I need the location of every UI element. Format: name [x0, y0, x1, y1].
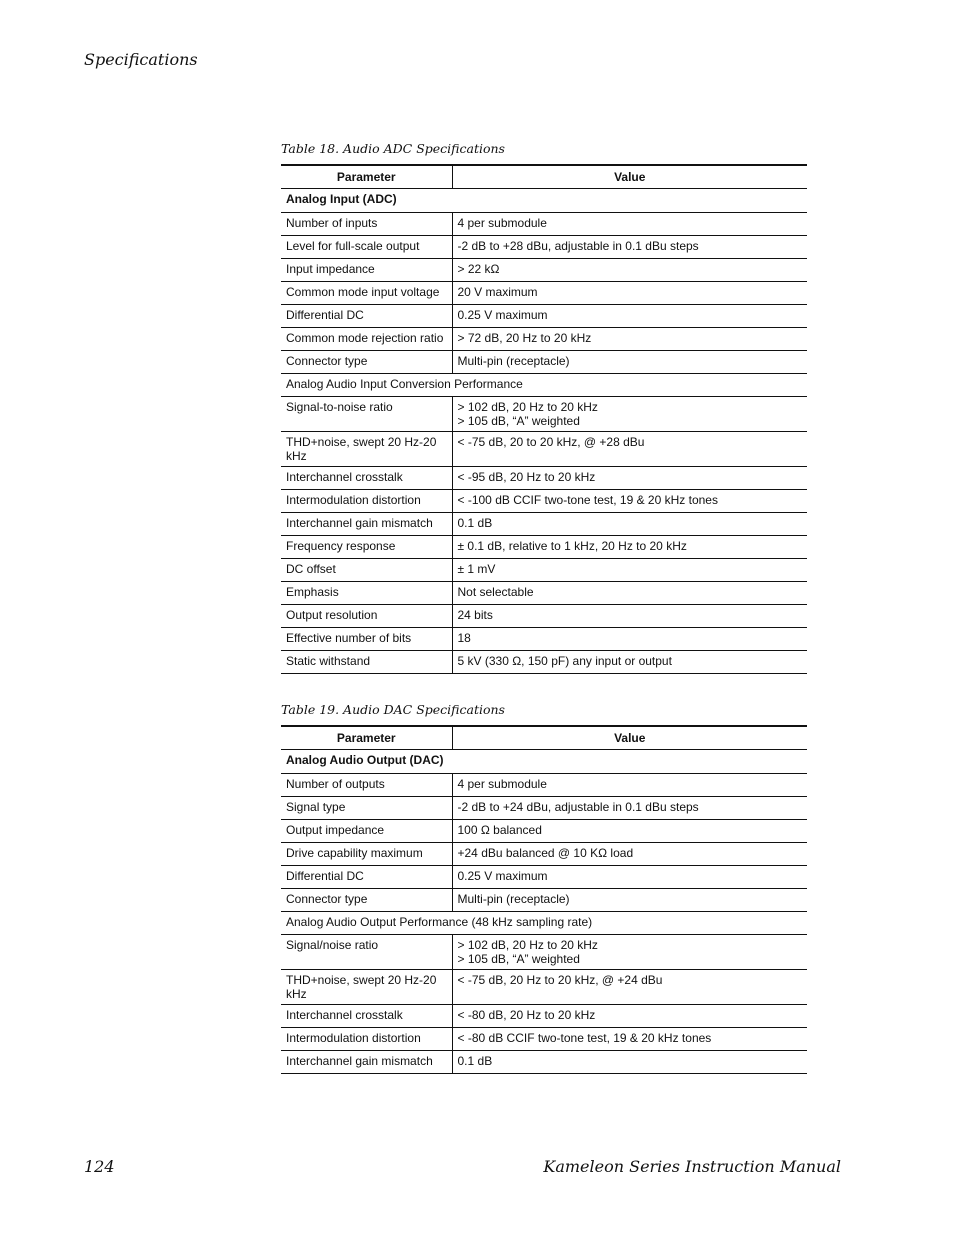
table-row — [281, 582, 807, 605]
value-cell: > 102 dB, 20 Hz to 20 kHz > 105 dB, “A” weighted — [452, 935, 807, 970]
table-row — [281, 305, 807, 328]
table-row — [281, 236, 807, 259]
value-cell: > 22 kΩ — [452, 259, 807, 282]
value-cell: 4 per submodule — [452, 213, 807, 236]
column-header-value: Value — [452, 165, 807, 189]
subsection-heading-label: Analog Audio Input Conversion Performance — [281, 374, 807, 397]
parameter-cell: THD+noise, swept 20 Hz-20 kHz — [281, 970, 452, 1005]
value-cell: 20 V maximum — [452, 282, 807, 305]
table-row — [281, 1028, 807, 1051]
parameter-cell: Differential DC — [281, 866, 452, 889]
subsection-heading — [281, 374, 807, 397]
parameter-cell: Input impedance — [281, 259, 452, 282]
page-number: 124 — [84, 1157, 115, 1176]
parameter-cell: Signal type — [281, 797, 452, 820]
table-row — [281, 797, 807, 820]
value-cell: 4 per submodule — [452, 774, 807, 797]
table-row — [281, 513, 807, 536]
table-row — [281, 282, 807, 305]
parameter-cell: Static withstand — [281, 651, 452, 674]
table-row — [281, 467, 807, 490]
table-row — [281, 970, 807, 1005]
value-cell: Not selectable — [452, 582, 807, 605]
parameter-cell: Interchannel crosstalk — [281, 1005, 452, 1028]
parameter-cell: Interchannel crosstalk — [281, 467, 452, 490]
value-cell: 18 — [452, 628, 807, 651]
value-cell: < -95 dB, 20 Hz to 20 kHz — [452, 467, 807, 490]
table-caption-adc: Table 18. Audio ADC Specifications — [281, 141, 505, 156]
value-cell: 0.25 V maximum — [452, 866, 807, 889]
parameter-cell: Connector type — [281, 889, 452, 912]
parameter-cell: Frequency response — [281, 536, 452, 559]
parameter-cell: Interchannel gain mismatch — [281, 1051, 452, 1074]
parameter-cell: Output resolution — [281, 605, 452, 628]
value-cell: < -75 dB, 20 to 20 kHz, @ +28 dBu — [452, 432, 807, 467]
parameter-cell: Number of inputs — [281, 213, 452, 236]
table-row — [281, 259, 807, 282]
parameter-cell: Intermodulation distortion — [281, 490, 452, 513]
value-cell: > 102 dB, 20 Hz to 20 kHz > 105 dB, “A” weighted — [452, 397, 807, 432]
running-head: Specifications — [84, 50, 198, 69]
value-cell: 0.1 dB — [452, 513, 807, 536]
value-cell: Multi-pin (receptacle) — [452, 351, 807, 374]
table-row — [281, 328, 807, 351]
table-row — [281, 866, 807, 889]
value-cell: 5 kV (330 Ω, 150 pF) any input or output — [452, 651, 807, 674]
column-header-parameter: Parameter — [281, 165, 452, 189]
value-cell: < -100 dB CCIF two-tone test, 19 & 20 kHz tones — [452, 490, 807, 513]
parameter-cell: Signal/noise ratio — [281, 935, 452, 970]
value-cell: 24 bits — [452, 605, 807, 628]
parameter-cell: Common mode rejection ratio — [281, 328, 452, 351]
table-row — [281, 432, 807, 467]
section-heading — [281, 189, 807, 213]
value-cell: Multi-pin (receptacle) — [452, 889, 807, 912]
table-row — [281, 213, 807, 236]
table-row — [281, 559, 807, 582]
manual-title: Kameleon Series Instruction Manual — [543, 1157, 841, 1176]
parameter-cell: Intermodulation distortion — [281, 1028, 452, 1051]
subsection-heading-label: Analog Audio Output Performance (48 kHz sampling rate) — [281, 912, 807, 935]
table-row — [281, 820, 807, 843]
value-cell: ± 0.1 dB, relative to 1 kHz, 20 Hz to 20 kHz — [452, 536, 807, 559]
section-heading-label: Analog Input (ADC) — [281, 189, 807, 213]
table-row — [281, 1005, 807, 1028]
table-header-row — [281, 165, 807, 189]
value-cell: < -80 dB, 20 Hz to 20 kHz — [452, 1005, 807, 1028]
value-cell: +24 dBu balanced @ 10 KΩ load — [452, 843, 807, 866]
subsection-heading — [281, 912, 807, 935]
table-header-row — [281, 726, 807, 750]
table-row — [281, 774, 807, 797]
section-heading-label: Analog Audio Output (DAC) — [281, 750, 807, 774]
parameter-cell: Number of outputs — [281, 774, 452, 797]
table-row — [281, 397, 807, 432]
parameter-cell: Differential DC — [281, 305, 452, 328]
table-row — [281, 889, 807, 912]
column-header-value: Value — [452, 726, 807, 750]
table-row — [281, 843, 807, 866]
parameter-cell: Signal-to-noise ratio — [281, 397, 452, 432]
parameter-cell: Output impedance — [281, 820, 452, 843]
adc-spec-table — [281, 164, 807, 674]
value-cell: < -80 dB CCIF two-tone test, 19 & 20 kHz tones — [452, 1028, 807, 1051]
parameter-cell: Connector type — [281, 351, 452, 374]
column-header-parameter: Parameter — [281, 726, 452, 750]
table-row — [281, 628, 807, 651]
table-row — [281, 490, 807, 513]
table-row — [281, 1051, 807, 1074]
parameter-cell: DC offset — [281, 559, 452, 582]
value-cell: < -75 dB, 20 Hz to 20 kHz, @ +24 dBu — [452, 970, 807, 1005]
parameter-cell: Interchannel gain mismatch — [281, 513, 452, 536]
value-cell: 0.25 V maximum — [452, 305, 807, 328]
table-row — [281, 536, 807, 559]
parameter-cell: Common mode input voltage — [281, 282, 452, 305]
parameter-cell: Emphasis — [281, 582, 452, 605]
table-row — [281, 935, 807, 970]
parameter-cell: Level for full-scale output — [281, 236, 452, 259]
value-cell: -2 dB to +24 dBu, adjustable in 0.1 dBu steps — [452, 797, 807, 820]
table-row — [281, 605, 807, 628]
value-cell: -2 dB to +28 dBu, adjustable in 0.1 dBu steps — [452, 236, 807, 259]
parameter-cell: Effective number of bits — [281, 628, 452, 651]
parameter-cell: THD+noise, swept 20 Hz-20 kHz — [281, 432, 452, 467]
value-cell: 0.1 dB — [452, 1051, 807, 1074]
table-caption-dac: Table 19. Audio DAC Specifications — [281, 702, 505, 717]
table-row — [281, 651, 807, 674]
value-cell: ± 1 mV — [452, 559, 807, 582]
parameter-cell: Drive capability maximum — [281, 843, 452, 866]
section-heading — [281, 750, 807, 774]
value-cell: > 72 dB, 20 Hz to 20 kHz — [452, 328, 807, 351]
dac-spec-table — [281, 725, 807, 1074]
value-cell: 100 Ω balanced — [452, 820, 807, 843]
table-row — [281, 351, 807, 374]
